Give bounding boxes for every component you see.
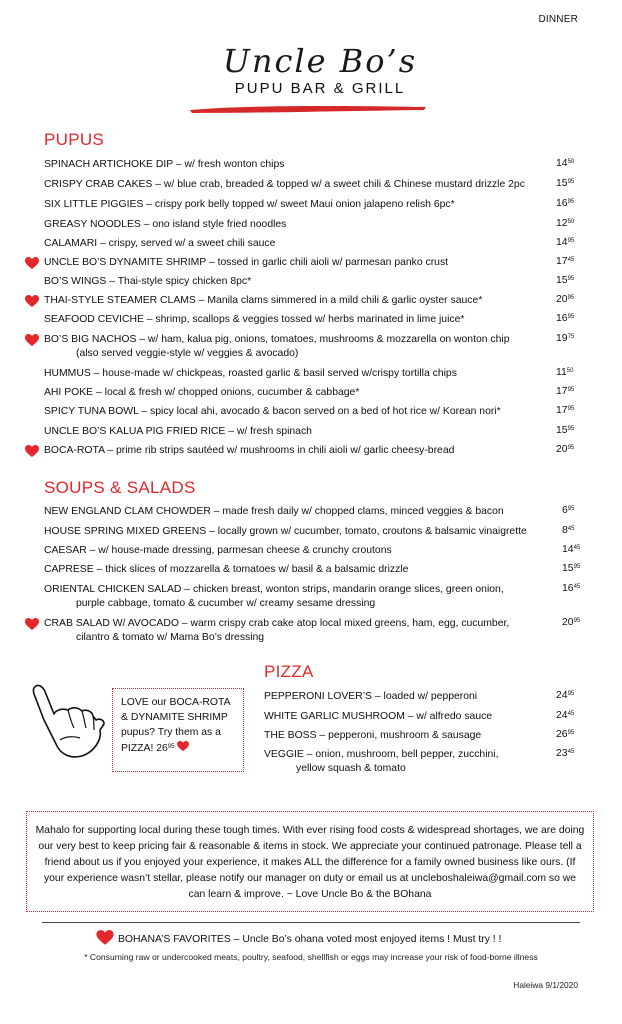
menu-item-name: CRISPY CRAB CAKES – w/ blue crab, breaded & topped w/ a sweet chili & Chinese mustard drizzle 2pc <box>44 179 525 190</box>
promo-line: & DYNAMITE SHRIMP <box>121 712 228 723</box>
menu-item <box>264 748 499 776</box>
brand-subtitle: PUPU BAR & GRILL <box>234 80 406 97</box>
menu-item <box>44 505 504 519</box>
menu-item-name: HUMMUS – house-made w/ chickpeas, roasted garlic & basil served w/crispy tortilla chips <box>44 368 457 379</box>
price-cents: 95 <box>573 618 581 624</box>
price-cents: 45 <box>567 526 575 532</box>
favorites-legend: BOHANA’S FAVORITES – Uncle Bo’s ohana voted most enjoyed items ! Must try ! ! <box>118 934 502 945</box>
menu-item <box>44 367 457 381</box>
promo-price-cents: 95 <box>167 744 175 750</box>
shaka-hand-icon <box>30 680 108 760</box>
divider <box>42 922 580 923</box>
menu-item-name: BOCA-ROTA – prime rib strips sautéed w/ mushrooms in chili aioli w/ garlic cheesy-bread <box>44 445 455 456</box>
menu-item <box>44 617 509 645</box>
menu-item <box>44 158 284 172</box>
menu-item-name: CAESAR – w/ house-made dressing, parmesan cheese & crunchy croutons <box>44 545 392 556</box>
menu-item-price <box>556 690 574 701</box>
menu-item-name: SIX LITTLE PIGGIES – crispy pork belly topped w/ sweet Maui onion jalapeno relish 6pc* <box>44 199 455 210</box>
menu-item-name: SPINACH ARTICHOKE DIP – w/ fresh wonton chips <box>44 159 285 170</box>
promo-line: LOVE our BOCA-ROTA <box>121 697 231 708</box>
menu-item <box>264 690 477 704</box>
price-cents: 50 <box>566 368 574 374</box>
menu-item-detail: yellow squash & tomato <box>296 763 406 774</box>
menu-item <box>44 444 454 458</box>
price-dollars: 26 <box>556 729 568 740</box>
menu-item-detail: cilantro & tomato w/ Mama Bo’s dressing <box>76 632 265 643</box>
menu-item-price <box>556 748 574 759</box>
price-cents: 50 <box>567 159 575 165</box>
menu-item-name: ORIENTAL CHICKEN SALAD – chicken breast, wonton strips, mandarin orange slices, green onion, <box>44 584 504 595</box>
menu-item-price <box>556 444 574 455</box>
menu-item <box>44 178 525 192</box>
menu-item-name: HOUSE SPRING MIXED GREENS – locally grown w/ cucumber, tomato, croutons & balsamic vinaigrette <box>44 526 527 537</box>
price-cents: 95 <box>567 691 575 697</box>
menu-item-name: WHITE GARLIC MUSHROOM – w/ alfredo sauce <box>264 711 493 722</box>
price-cents: 95 <box>567 199 575 205</box>
section-title-pupus: PUPUS <box>44 130 105 149</box>
menu-item-price <box>556 294 574 305</box>
mahalo-note: Mahalo for supporting local during these tough times. With ever rising food costs & widespread shortages, we are doing our very best to keep pricing fair & reasonable & items in stock. We appreciate your continued patronage. Please tell a friend about us if you enjoyed your experience, it makes ALL the difference for a family owned business like ours. (If your experience wasn’t stellar, please notify our manager on duty or email us at uncleboshaleiwa@gmail.com so we can learn & improve. ~ Love Uncle Bo & the BOhana <box>26 811 594 912</box>
menu-type-label: DINNER <box>538 14 578 25</box>
menu-item-price <box>562 563 580 574</box>
price-dollars: 6 <box>562 505 568 516</box>
menu-item <box>44 583 504 611</box>
price-dollars: 14 <box>562 544 574 555</box>
menu-item-name: NEW ENGLAND CLAM CHOWDER – made fresh daily w/ chopped clams, minced veggies & bacon <box>44 506 504 517</box>
price-cents: 45 <box>573 545 581 551</box>
menu-item <box>44 386 359 400</box>
price-dollars: 14 <box>556 237 568 248</box>
menu-item <box>44 563 408 577</box>
menu-item-name: BO’S WINGS – Thai-style spicy chicken 8pc* <box>44 276 252 287</box>
menu-item-price <box>556 198 574 209</box>
menu-item-price <box>556 710 574 721</box>
price-dollars: 15 <box>562 563 574 574</box>
price-dollars: 8 <box>562 525 568 536</box>
price-cents: 95 <box>567 387 575 393</box>
price-cents: 95 <box>567 426 575 432</box>
menu-item-price <box>556 425 574 436</box>
brand-name: Uncle Bo’s <box>222 42 418 80</box>
price-dollars: 15 <box>556 275 568 286</box>
price-cents: 95 <box>573 564 581 570</box>
price-cents: 95 <box>567 506 575 512</box>
price-cents: 45 <box>567 749 575 755</box>
menu-item-detail: purple cabbage, tomato & cucumber w/ creamy sesame dressing <box>76 598 376 609</box>
promo-line: pupus? Try them as a <box>121 727 221 738</box>
price-dollars: 24 <box>556 690 568 701</box>
menu-item-price <box>562 505 574 516</box>
promo-box <box>112 688 244 772</box>
price-dollars: 16 <box>556 198 568 209</box>
price-dollars: 20 <box>562 617 574 628</box>
price-dollars: 24 <box>556 710 568 721</box>
brush-stroke-decoration <box>188 103 428 115</box>
menu-item-name: PEPPERONI LOVER’S – loaded w/ pepperoni <box>264 691 478 702</box>
price-dollars: 16 <box>562 583 574 594</box>
menu-item-price <box>556 367 573 378</box>
brand-logo <box>205 44 435 97</box>
menu-item-price <box>562 617 580 628</box>
price-cents: 95 <box>567 238 575 244</box>
menu-item-name: AHI POKE – local & fresh w/ chopped onions, cucumber & cabbage* <box>44 387 360 398</box>
menu-item-price <box>556 729 574 740</box>
menu-item <box>44 525 527 539</box>
menu-item-name: SEAFOOD CEVICHE – shrimp, scallops & veggies tossed w/ herbs marinated in lime juice* <box>44 314 465 325</box>
food-disclaimer: * Consuming raw or undercooked meats, poultry, seafood, shellfish or eggs may increase your risk of food-borne illness <box>84 952 538 962</box>
price-cents: 95 <box>567 276 575 282</box>
section-title-soups-salads: SOUPS & SALADS <box>44 478 196 497</box>
heart-icon <box>177 741 189 752</box>
price-dollars: 15 <box>556 178 568 189</box>
price-dollars: 15 <box>556 425 568 436</box>
menu-item-name: THE BOSS – pepperoni, mushroom & sausage <box>264 730 482 741</box>
menu-item-name: CRAB SALAD W/ AVOCADO – warm crispy crab cake atop local mixed greens, ham, egg, cucumber, <box>44 618 510 629</box>
price-cents: 45 <box>567 711 575 717</box>
price-cents: 50 <box>567 219 575 225</box>
menu-item-name: VEGGIE – onion, mushroom, bell pepper, zucchini, <box>264 749 499 760</box>
menu-item-price <box>562 583 580 594</box>
heart-icon <box>25 334 39 347</box>
price-dollars: 17 <box>556 256 568 267</box>
price-cents: 45 <box>573 584 581 590</box>
menu-item-price <box>556 256 574 267</box>
menu-item-detail: (also served veggie-style w/ veggies & avocado) <box>76 348 299 359</box>
menu-item <box>44 256 448 270</box>
menu-item-price <box>562 525 574 536</box>
price-dollars: 17 <box>556 405 568 416</box>
menu-item-price <box>556 405 574 416</box>
price-dollars: 11 <box>556 367 567 378</box>
price-cents: 95 <box>567 295 575 301</box>
heart-icon <box>25 618 39 631</box>
price-dollars: 19 <box>556 333 568 344</box>
heart-icon <box>25 257 39 270</box>
menu-item-price <box>556 237 574 248</box>
menu-item <box>44 425 312 439</box>
menu-item-name: CAPRESE – thick slices of mozzarella & tomatoes w/ basil & a balsamic drizzle <box>44 564 409 575</box>
menu-item-price <box>556 313 574 324</box>
heart-icon <box>96 930 114 946</box>
menu-item-price <box>556 386 574 397</box>
price-cents: 95 <box>567 179 575 185</box>
price-cents: 75 <box>567 334 575 340</box>
menu-item <box>44 294 482 308</box>
menu-item <box>264 729 481 743</box>
price-cents: 95 <box>567 314 575 320</box>
price-cents: 95 <box>567 445 575 451</box>
menu-item <box>44 237 275 251</box>
heart-icon <box>25 445 39 458</box>
price-dollars: 17 <box>556 386 568 397</box>
menu-item <box>44 218 286 232</box>
price-cents: 95 <box>567 730 575 736</box>
heart-icon <box>25 295 39 308</box>
price-dollars: 16 <box>556 313 568 324</box>
menu-item-name: BO’S BIG NACHOS – w/ ham, kalua pig, onions, tomatoes, mushrooms & mozzarella on wonton chip <box>44 334 510 345</box>
menu-item <box>44 333 509 361</box>
menu-item-name: GREASY NOODLES – ono island style fried noodles <box>44 219 287 230</box>
menu-item <box>44 544 392 558</box>
price-cents: 45 <box>567 257 575 263</box>
menu-item <box>264 710 492 724</box>
price-dollars: 20 <box>556 444 568 455</box>
menu-item-name: UNCLE BO’S DYNAMITE SHRIMP – tossed in garlic chili aioli w/ parmesan panko crust <box>44 257 449 268</box>
menu-item-name: SPICY TUNA BOWL – spicy local ahi, avocado & bacon served on a bed of hot rice w/ Korean nori* <box>44 406 501 417</box>
menu-item-name: UNCLE BO’S KALUA PIG FRIED RICE – w/ fresh spinach <box>44 426 312 437</box>
promo-line-price: PIZZA! $26^{95}$ <box>121 740 235 756</box>
menu-item <box>44 275 251 289</box>
section-title-pizza: PIZZA <box>264 662 314 681</box>
price-dollars: 14 <box>556 158 568 169</box>
menu-item <box>44 405 501 419</box>
menu-item-price <box>556 178 574 189</box>
menu-item-price <box>556 275 574 286</box>
menu-item <box>44 198 455 212</box>
menu-item-price <box>556 333 574 344</box>
menu-item-price <box>556 158 574 169</box>
price-dollars: 12 <box>556 218 568 229</box>
menu-item <box>44 313 464 327</box>
menu-item-price <box>562 544 580 555</box>
price-dollars: 20 <box>556 294 568 305</box>
price-dollars: 23 <box>556 748 568 759</box>
menu-item-price <box>556 218 574 229</box>
footer-location-date: Haleiwa 9/1/2020 <box>513 980 578 990</box>
price-cents: 95 <box>567 406 575 412</box>
menu-item-name: THAI-STYLE STEAMER CLAMS – Manila clams simmered in a mild chili & garlic oyster sauce* <box>44 295 483 306</box>
menu-item-name: CALAMARI – crispy, served w/ a sweet chili sauce <box>44 238 276 249</box>
